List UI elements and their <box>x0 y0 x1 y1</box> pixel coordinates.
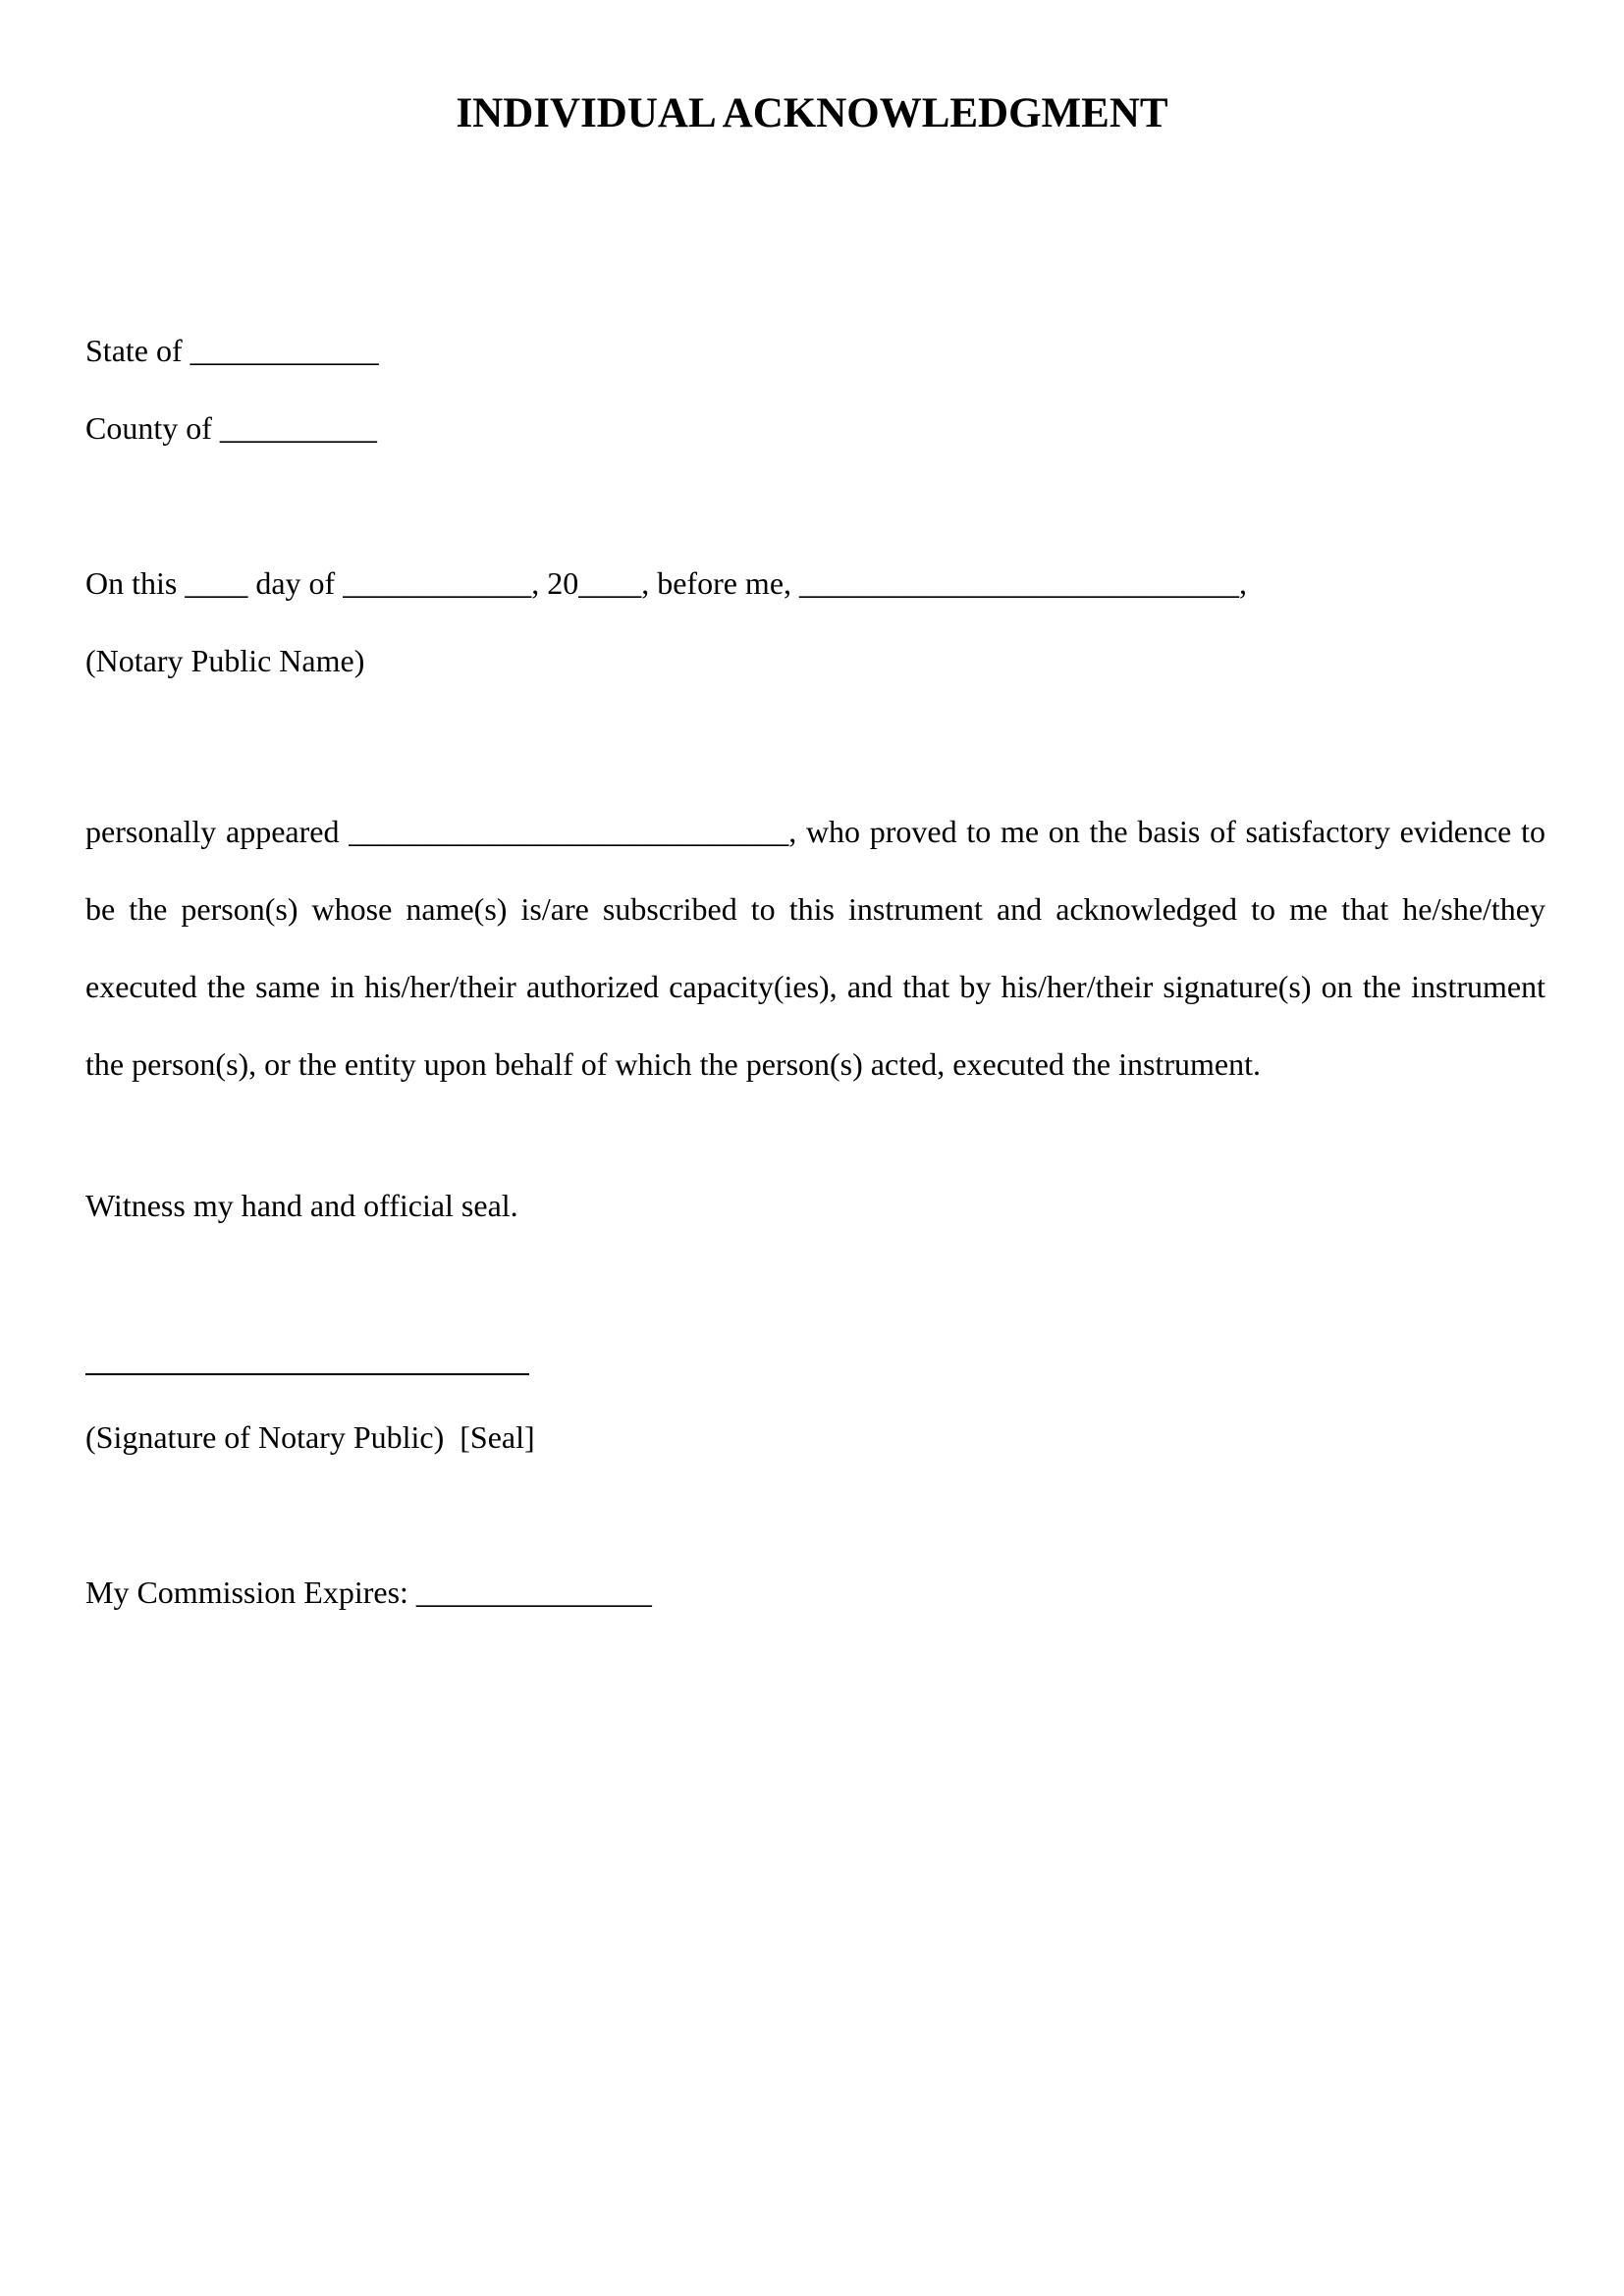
witness-line: Witness my hand and official seal. <box>85 1188 518 1223</box>
state-line: State of ____________ <box>85 333 379 368</box>
signature-caption: (Signature of Notary Public) [Seal] <box>85 1419 535 1455</box>
notary-name-caption: (Notary Public Name) <box>85 643 365 678</box>
date-line: On this ____ day of ____________, 20____, before me, ____________________________, <box>85 565 1248 601</box>
document-title: INDIVIDUAL ACKNOWLEDGMENT <box>456 90 1168 136</box>
acknowledgment-paragraph: personally appeared ____________________________, who proved to me on the basis of satisfactory evidence to be the person(s) whose name(s) is/are subscribed to this instrument and acknowledged to me that he/she/they executed the same in his/her/their authorized capacity(ies), and that by his/her/their signature(s) on the instrument the person(s), or the entity upon behalf of which the person(s) acted, executed the instrument. <box>85 814 1545 1082</box>
commission-expires-line: My Commission Expires: _______________ <box>85 1575 652 1610</box>
county-line: County of __________ <box>85 410 377 446</box>
signature-line <box>85 1373 529 1375</box>
